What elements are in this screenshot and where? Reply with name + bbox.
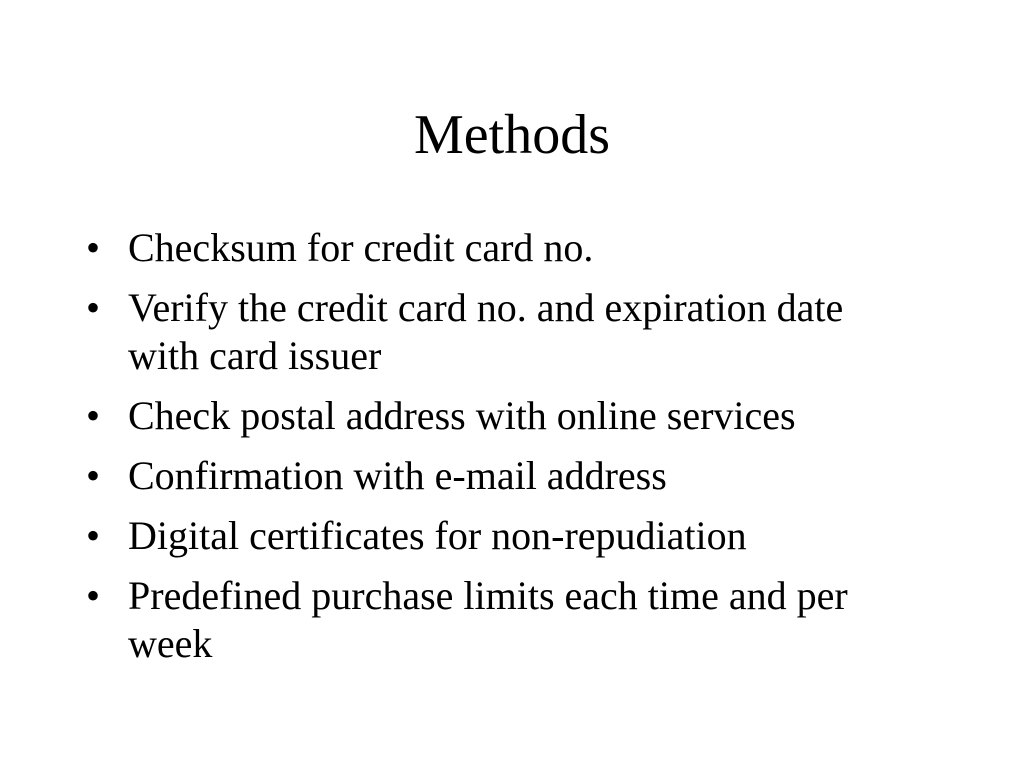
list-item-text: Confirmation with e-mail address (128, 453, 667, 498)
list-item (84, 284, 904, 380)
bullet-icon: • (86, 453, 101, 498)
list-item-text: Predefined purchase limits each time and per week (128, 573, 848, 666)
bullet-icon: • (86, 225, 101, 270)
bullet-icon: • (86, 573, 101, 618)
list-item-text: Checksum for credit card no. (128, 225, 594, 270)
list-item (84, 452, 904, 500)
list-item-text: Digital certificates for non-repudiation (128, 513, 747, 558)
bullet-icon: • (86, 285, 101, 330)
list-item-text: Check postal address with online services (128, 393, 796, 438)
list-item (84, 572, 904, 668)
bullet-list (84, 224, 904, 680)
list-item (84, 512, 904, 560)
list-item (84, 224, 904, 272)
list-item (84, 392, 904, 440)
slide-title: Methods (414, 104, 610, 166)
bullet-icon: • (86, 393, 101, 438)
list-item-text: Verify the credit card no. and expiration date with card issuer (128, 285, 844, 378)
bullet-icon: • (86, 513, 101, 558)
